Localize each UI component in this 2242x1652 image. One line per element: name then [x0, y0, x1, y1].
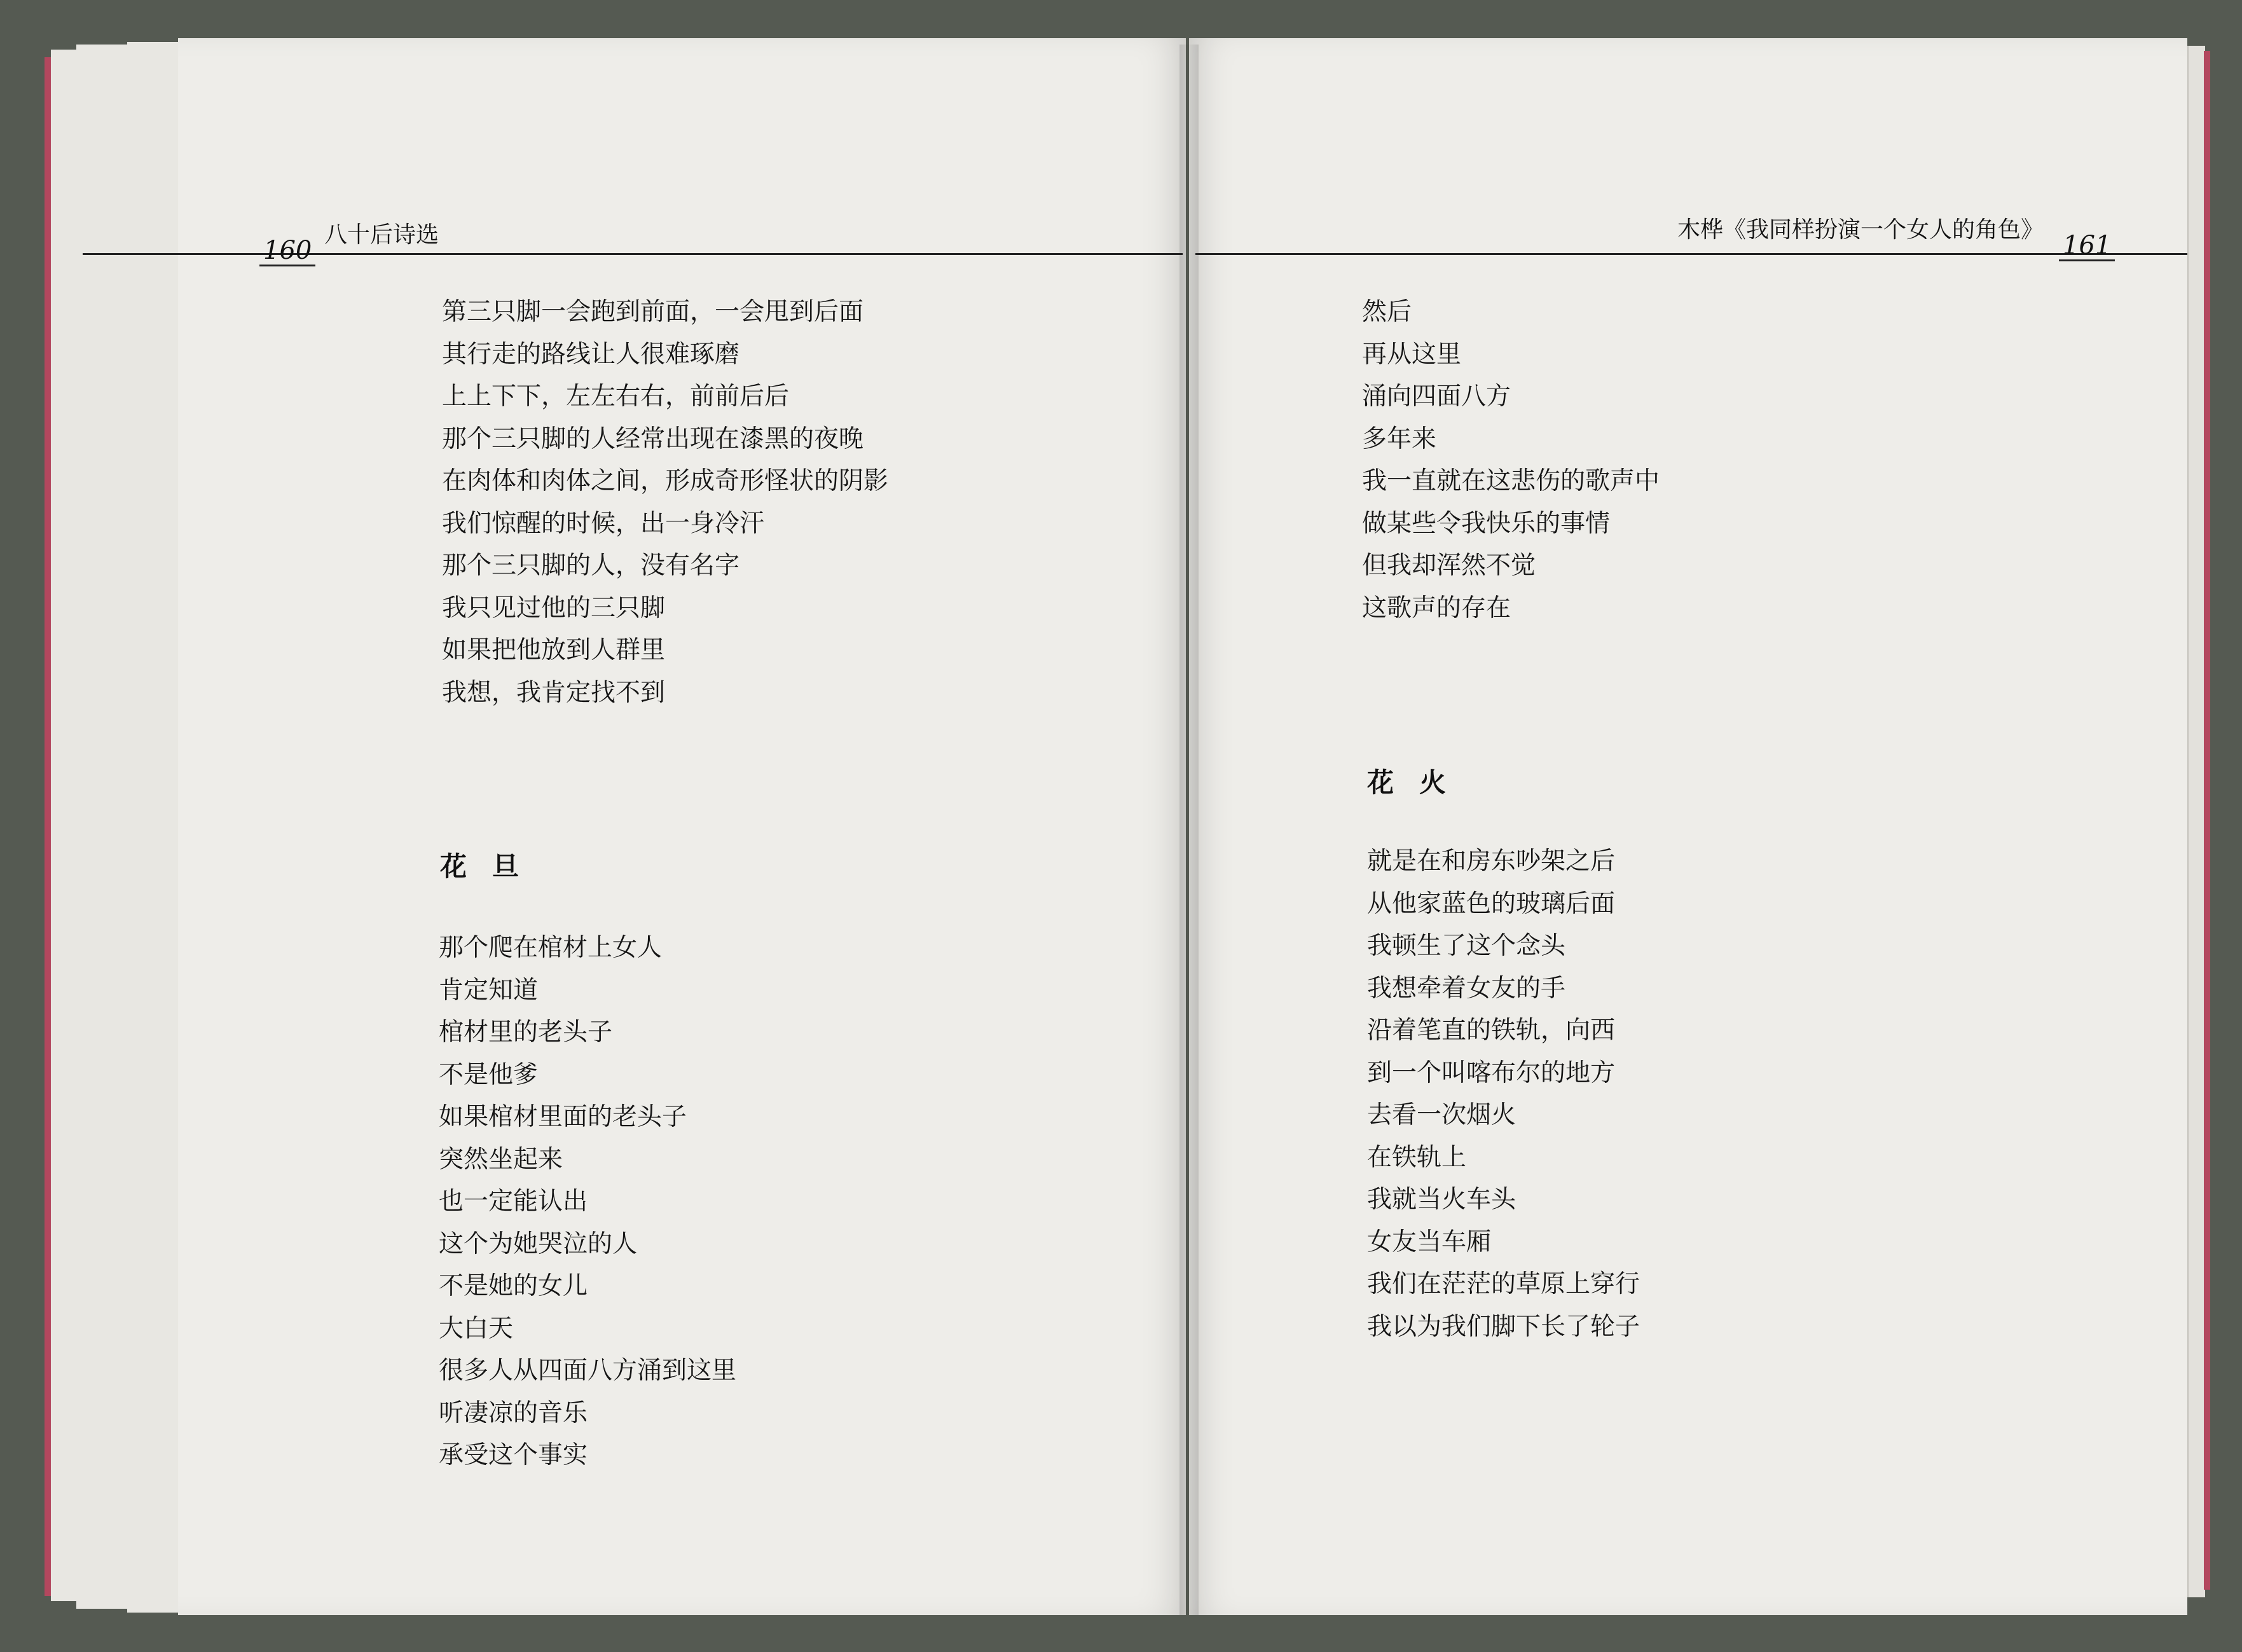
book-spine [1179, 45, 1199, 1615]
page-number: 161 [2059, 231, 2115, 261]
poem-line: 突然坐起来 [439, 1145, 563, 1174]
poem-line: 那个三只脚的人经常出现在漆黑的夜晚 [442, 424, 864, 453]
poem-line: 我想牵着女友的手 [1367, 974, 1566, 1003]
poem-line: 那个三只脚的人，没有名字 [442, 551, 740, 580]
poem-line: 我顿生了这个念头 [1367, 932, 1566, 960]
poem-line: 这个为她哭泣的人 [439, 1229, 638, 1258]
poem-title: 花旦 [440, 851, 545, 882]
book-cover-edge-right [2204, 51, 2210, 1590]
poem-line: 涌向四面八方 [1362, 382, 1511, 411]
poem-line: 我就当火车头 [1367, 1185, 1516, 1214]
poem-line: 但我却浑然不觉 [1362, 551, 1536, 580]
poem-line: 我只见过他的三只脚 [442, 593, 666, 623]
page-stack-edge-right [2187, 46, 2205, 1597]
poem-line: 第三只脚一会跑到前面，一会甩到后面 [442, 298, 864, 326]
poem-line: 从他家蓝色的玻璃后面 [1367, 889, 1616, 918]
poem-line: 听凄凉的音乐 [439, 1398, 588, 1428]
poem-continued [442, 291, 888, 714]
poem-line: 在肉体和肉体之间，形成奇形怪状的阴影 [442, 467, 889, 495]
poem-line: 上上下下，左左右右，前前后后 [442, 382, 790, 411]
poem-line: 很多人从四面八方涌到这里 [439, 1356, 737, 1385]
poem-line: 再从这里 [1362, 340, 1462, 369]
poem-line: 然后 [1362, 298, 1412, 326]
poem-line: 那个爬在棺材上女人 [439, 933, 663, 962]
poem-line: 也一定能认出 [439, 1187, 588, 1216]
poem-body [439, 927, 736, 1477]
poem-line: 承受这个事实 [439, 1441, 588, 1470]
poem-line: 去看一次烟火 [1367, 1101, 1516, 1129]
poem-line: 我一直就在这悲伤的歌声中 [1362, 467, 1660, 495]
page-stack-edge [127, 42, 179, 1613]
header-rule [1195, 253, 2187, 255]
header-rule [83, 253, 1183, 255]
poem-line: 大白天 [439, 1314, 514, 1343]
poem-line: 这歌声的存在 [1362, 593, 1511, 623]
poem-line: 做某些令我快乐的事情 [1362, 509, 1611, 538]
poem-line: 就是在和房东吵架之后 [1367, 847, 1616, 876]
poem-line: 肯定知道 [439, 975, 539, 1005]
poem-line: 不是他爹 [439, 1060, 539, 1089]
poem-line: 沿着笔直的铁轨，向西 [1367, 1016, 1616, 1045]
page-number: 160 [259, 237, 315, 266]
poem-line: 如果棺材里面的老头子 [439, 1103, 687, 1131]
right-page [1189, 38, 2187, 1615]
poem-line: 女友当车厢 [1367, 1227, 1492, 1256]
poem-line: 多年来 [1362, 424, 1437, 453]
page-stack-edge [51, 50, 78, 1601]
poem-body [1367, 841, 1640, 1348]
poem-continued [1362, 291, 1660, 630]
poem-line: 我们惊醒的时候，出一身冷汗 [442, 509, 765, 538]
poem-title: 花火 [1367, 767, 1472, 798]
running-head: 木桦《我同样扮演一个女人的角色》 [1677, 217, 2044, 243]
poem-line: 棺材里的老头子 [439, 1018, 613, 1047]
poem-line: 如果把他放到人群里 [442, 636, 666, 664]
poem-line: 我们在茫茫的草原上穿行 [1367, 1270, 1640, 1298]
poem-line: 其行走的路线让人很难琢磨 [442, 340, 740, 369]
poem-line: 我以为我们脚下长了轮子 [1367, 1312, 1640, 1341]
poem-line: 我想，我肯定找不到 [442, 678, 666, 707]
poem-line: 到一个叫喀布尔的地方 [1367, 1058, 1616, 1087]
poem-line: 在铁轨上 [1367, 1143, 1467, 1172]
page-stack-edge [76, 45, 128, 1609]
running-head: 八十后诗选 [324, 222, 439, 248]
book-cover-edge-left [45, 57, 51, 1596]
poem-line: 不是她的女儿 [439, 1272, 588, 1300]
